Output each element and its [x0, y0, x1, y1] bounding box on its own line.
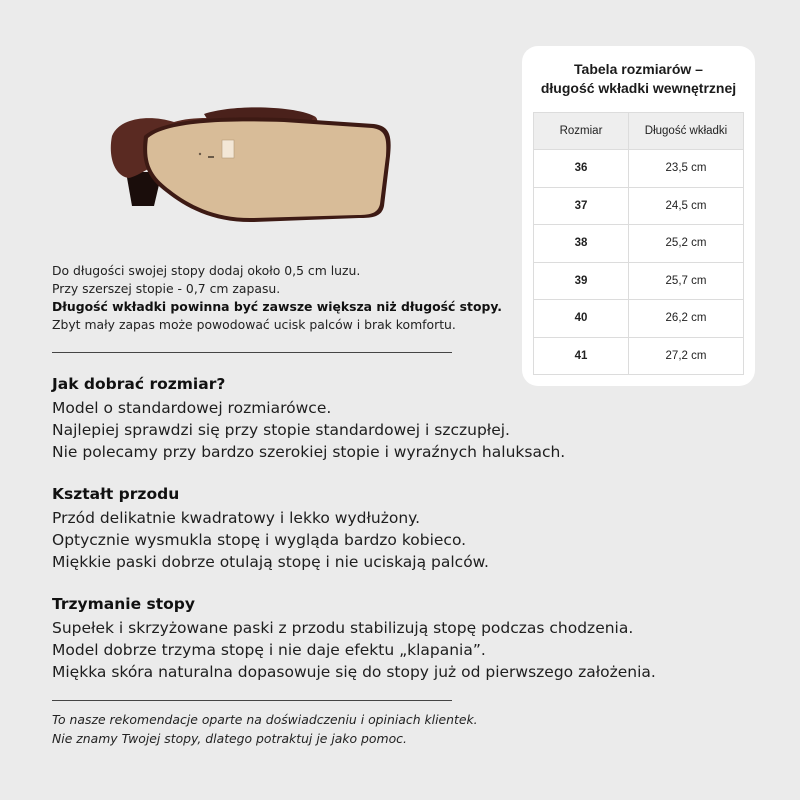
size-chart-card [522, 46, 755, 386]
table-row [534, 300, 744, 338]
fit-note: Do długości swojej stopy dodaj około 0,5 cm luzu. [52, 263, 361, 278]
divider [52, 700, 452, 701]
table-row [534, 337, 744, 375]
cell-length: 25,7 cm [629, 262, 744, 300]
table-row [534, 225, 744, 263]
table-row [534, 150, 744, 188]
section-line: Optycznie wysmukla stopę i wygląda bardzo kobieco. [52, 531, 467, 549]
fit-note-emphasis: Długość wkładki powinna być zawsze większa niż długość stopy. [52, 299, 502, 314]
table-row [534, 262, 744, 300]
sole-size-label [222, 140, 234, 158]
section-line: Supełek i skrzyżowane paski z przodu stabilizują stopę podczas chodzenia. [52, 619, 634, 637]
header-size: Rozmiar [534, 113, 629, 150]
size-chart-title-line: Tabela rozmiarów – [574, 61, 703, 77]
fit-notes [52, 262, 522, 334]
cell-length: 24,5 cm [629, 187, 744, 225]
fit-note: Zbyt mały zapas może powodować ucisk palców i brak komfortu. [52, 317, 456, 332]
cell-length: 25,2 cm [629, 225, 744, 263]
section-title: Trzymanie stopy [52, 595, 195, 613]
cell-size: 37 [534, 187, 629, 225]
size-chart-title-line: długość wkładki wewnętrznej [540, 80, 737, 96]
section-line: Nie polecamy przy bardzo szerokiej stopie i wyraźnych haluksach. [52, 443, 566, 461]
cell-length: 26,2 cm [629, 300, 744, 338]
size-table [533, 112, 744, 375]
section-line: Model dobrze trzyma stopę i nie daje efektu „klapania”. [52, 641, 486, 659]
section-line: Przód delikatnie kwadratowy i lekko wydłużony. [52, 509, 421, 527]
cell-size: 40 [534, 300, 629, 338]
section-title: Kształt przodu [52, 485, 180, 503]
fit-note: Przy szerszej stopie - 0,7 cm zapasu. [52, 281, 281, 296]
size-chart-title [522, 60, 755, 98]
cell-length: 23,5 cm [629, 150, 744, 188]
section-title: Jak dobrać rozmiar? [52, 375, 226, 393]
cell-length: 27,2 cm [629, 337, 744, 375]
divider [52, 352, 452, 353]
section-foot-hold [52, 594, 672, 683]
disclaimer [52, 710, 652, 748]
cell-size: 36 [534, 150, 629, 188]
header-length: Długość wkładki [629, 113, 744, 150]
table-row [534, 187, 744, 225]
section-line: Miękka skóra naturalna dopasowuje się do stopy już od pierwszego założenia. [52, 663, 656, 681]
disclaimer-line: Nie znamy Twojej stopy, dlatego potraktuj je jako pomoc. [52, 731, 407, 746]
cell-size: 39 [534, 262, 629, 300]
cell-size: 38 [534, 225, 629, 263]
section-line: Model o standardowej rozmiarówce. [52, 399, 332, 417]
size-table-header-row [534, 113, 744, 150]
section-line: Miękkie paski dobrze otulają stopę i nie uciskają palców. [52, 553, 489, 571]
section-line: Najlepiej sprawdzi się przy stopie standardowej i szczupłej. [52, 421, 510, 439]
section-size-guide [52, 374, 672, 463]
disclaimer-line: To nasze rekomendacje oparte na doświadczeniu i opiniach klientek. [52, 712, 478, 727]
shoe-sole-image [104, 96, 404, 226]
section-toe-shape [52, 484, 672, 573]
cell-size: 41 [534, 337, 629, 375]
